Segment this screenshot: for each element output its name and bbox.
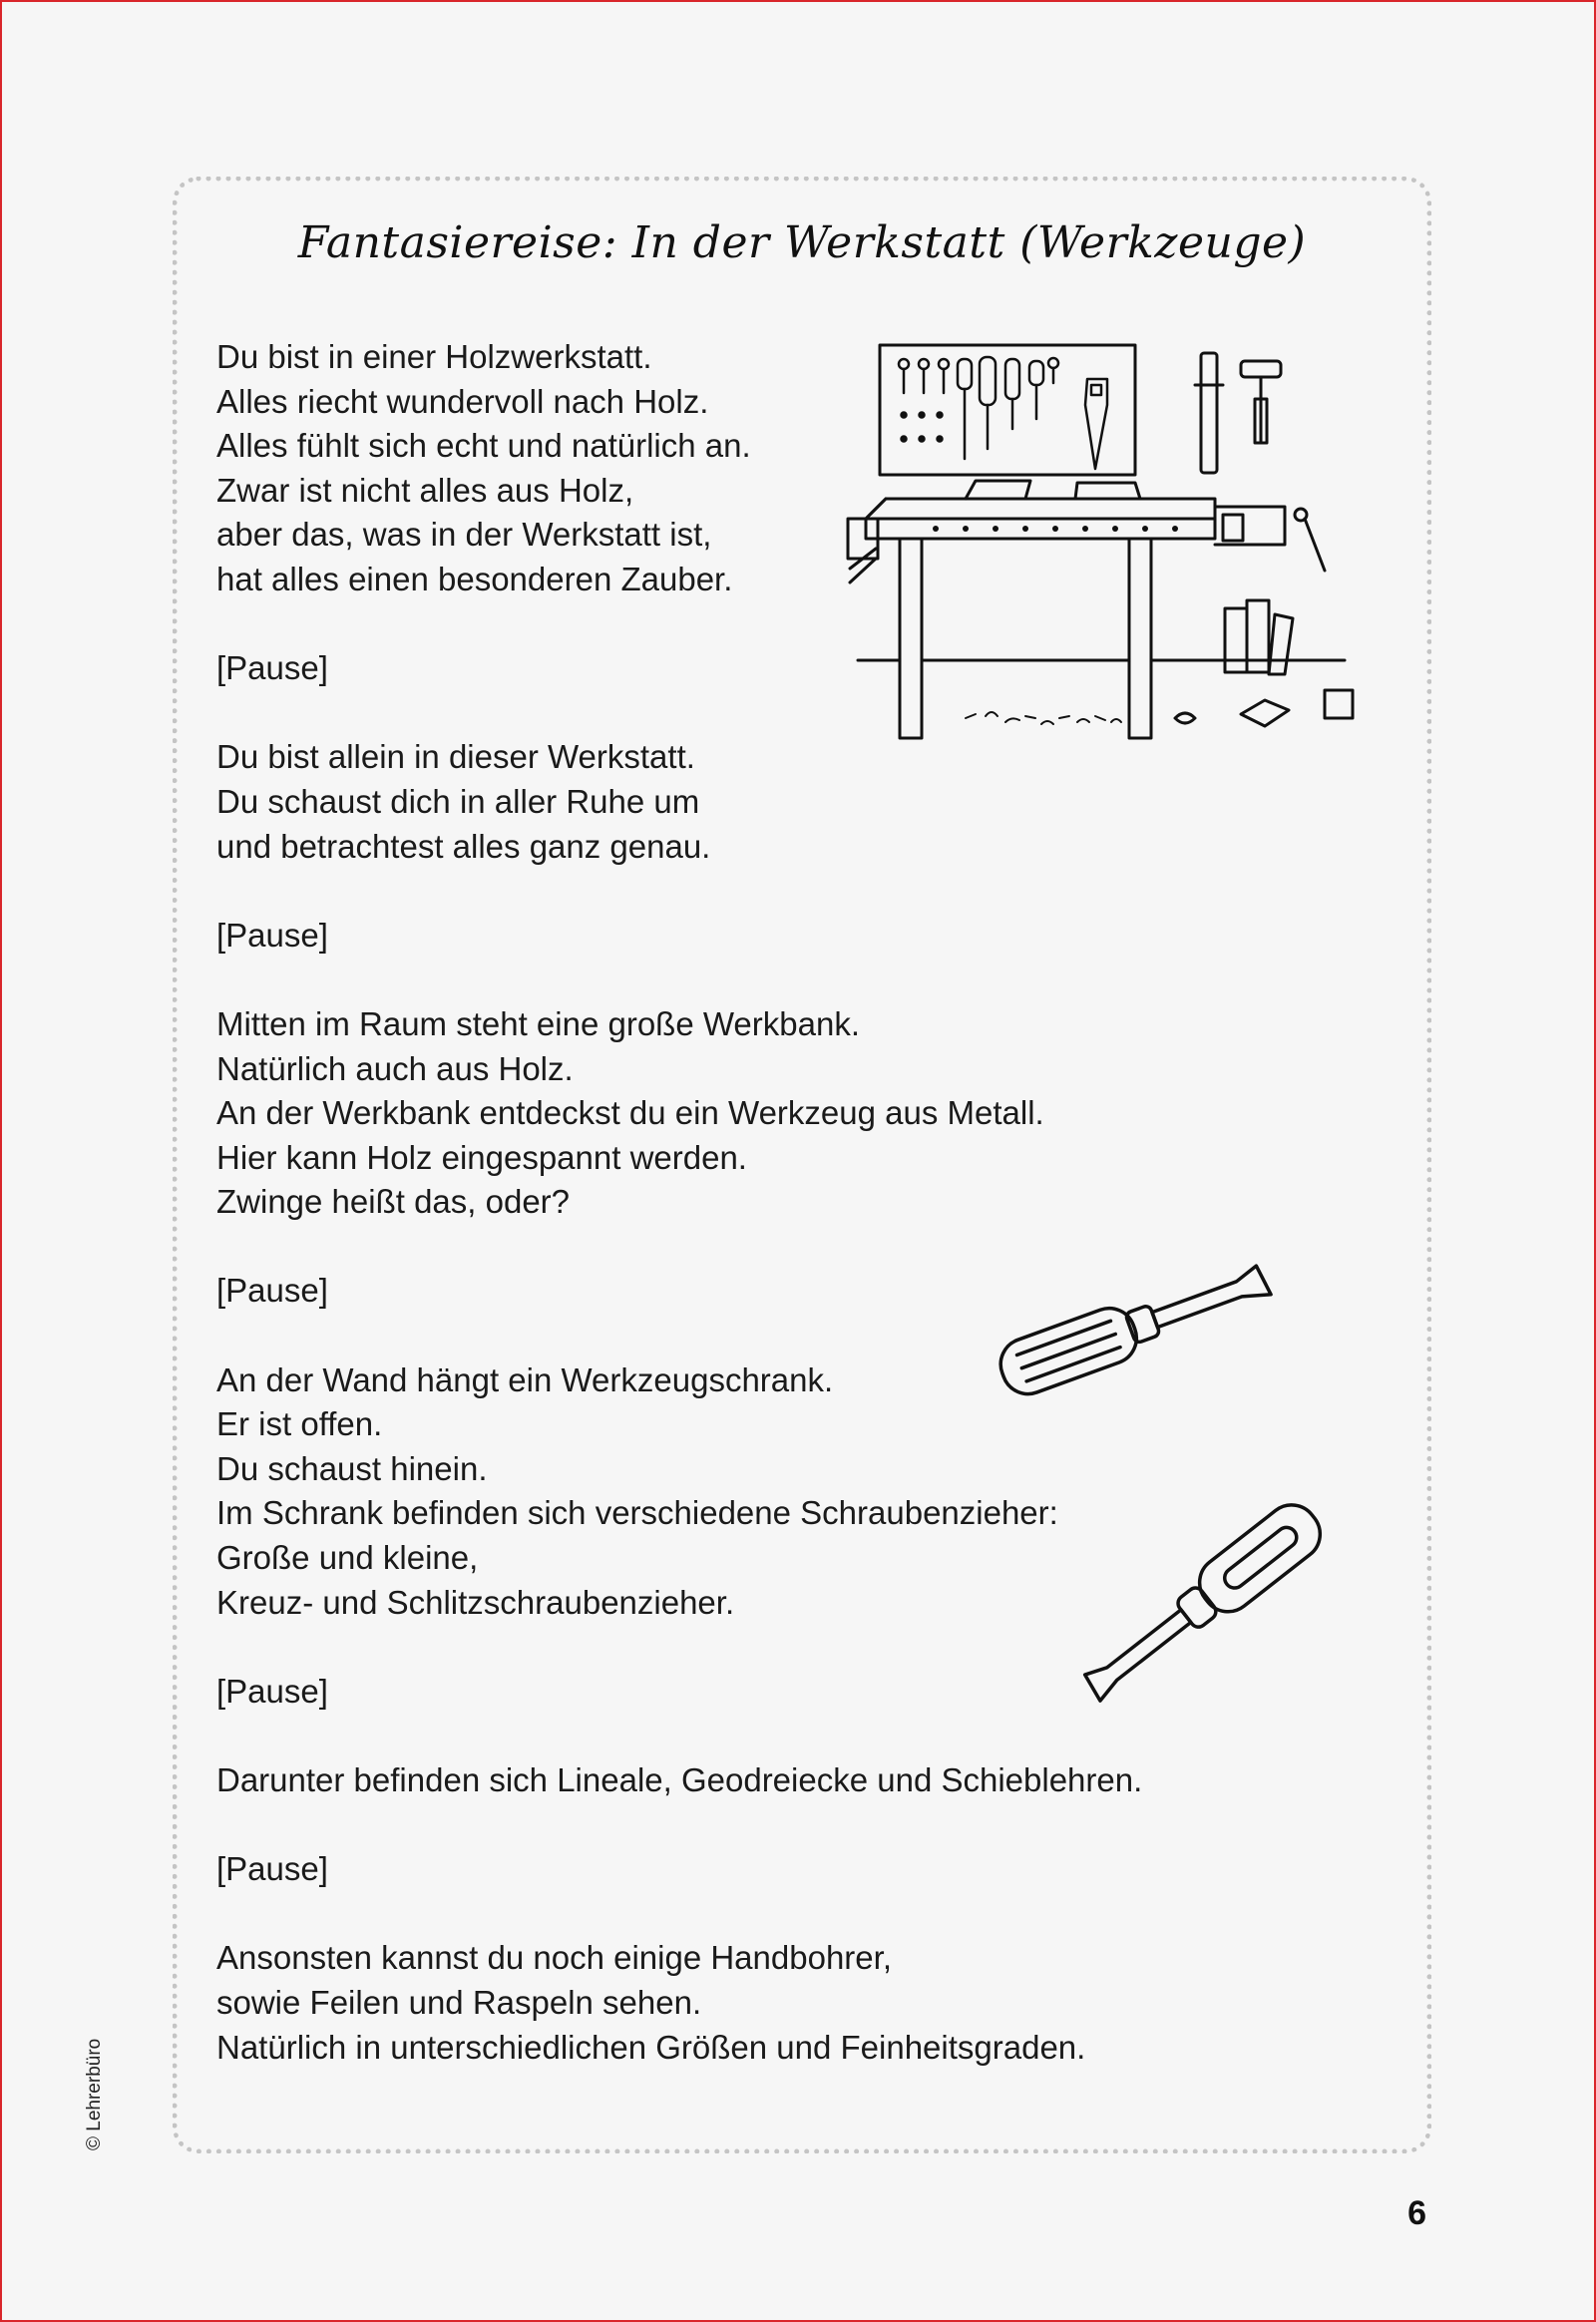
text-line: Du bist allein in dieser Werkstatt.: [216, 738, 695, 776]
page-title: Fantasiereise: In der Werkstatt (Werkzeuge): [297, 217, 1307, 268]
paragraph-gap: [216, 869, 1364, 914]
pause-marker: [Pause]: [216, 1672, 328, 1710]
text-line: Zwar ist nicht alles aus Holz,: [216, 471, 634, 509]
text-line: Du schaust dich in aller Ruhe um: [216, 782, 700, 820]
text-line: Du bist in einer Holzwerkstatt.: [216, 338, 652, 375]
pause-marker: [Pause]: [216, 649, 328, 687]
pause-marker: [Pause]: [216, 1272, 328, 1310]
text-line: Mitten im Raum steht eine große Werkbank.: [216, 1004, 860, 1042]
screwdriver-illustration: [1057, 1496, 1357, 1706]
text-line: Hier kann Holz eingespannt werden.: [216, 1138, 747, 1176]
text-line: Zwinge heißt das, oder?: [216, 1183, 571, 1221]
text-line: sowie Feilen und Raspeln sehen.: [216, 1983, 702, 2021]
text-line: und betrachtest alles ganz genau.: [216, 827, 711, 865]
paragraph-gap: [216, 1714, 1364, 1758]
paragraph-gap: [216, 1803, 1364, 1848]
text-line: Alles fühlt sich echt und natürlich an.: [216, 427, 751, 465]
text-line: Darunter befinden sich Lineale, Geodreiecke und Schieblehren.: [216, 1761, 1143, 1798]
text-line: Natürlich in unterschiedlichen Größen und Feinheitsgraden.: [216, 2028, 1086, 2066]
paragraph-gap: [216, 958, 1364, 1002]
text-line: hat alles einen besonderen Zauber.: [216, 560, 733, 597]
page-number: 6: [1407, 2194, 1426, 2232]
text-line: Du schaust hinein.: [216, 1449, 488, 1487]
text-line: An der Wand hängt ein Werkzeugschrank.: [216, 1360, 834, 1398]
text-line: Er ist offen.: [216, 1405, 383, 1443]
text-line: Große und kleine,: [216, 1539, 479, 1577]
text-line: Kreuz- und Schlitzschraubenzieher.: [216, 1583, 735, 1621]
paragraph-gap: [216, 1892, 1364, 1937]
text-line: Natürlich auch aus Holz.: [216, 1049, 574, 1087]
pause-marker: [Pause]: [216, 916, 328, 954]
pause-marker: [Pause]: [216, 1850, 328, 1888]
copyright-notice: © Lehrerbüro: [84, 2038, 105, 2150]
screwdriver-illustration: [983, 1242, 1282, 1401]
text-line: Im Schrank befinden sich verschiedene Schraubenzieher:: [216, 1494, 1058, 1532]
text-line: aber das, was in der Werkstatt ist,: [216, 516, 712, 554]
text-line: Alles riecht wundervoll nach Holz.: [216, 382, 709, 420]
workbench-illustration: [846, 339, 1375, 743]
text-line: An der Werkbank entdeckst du ein Werkzeug aus Metall.: [216, 1094, 1044, 1132]
text-line: Ansonsten kannst du noch einige Handbohrer,: [216, 1939, 892, 1977]
